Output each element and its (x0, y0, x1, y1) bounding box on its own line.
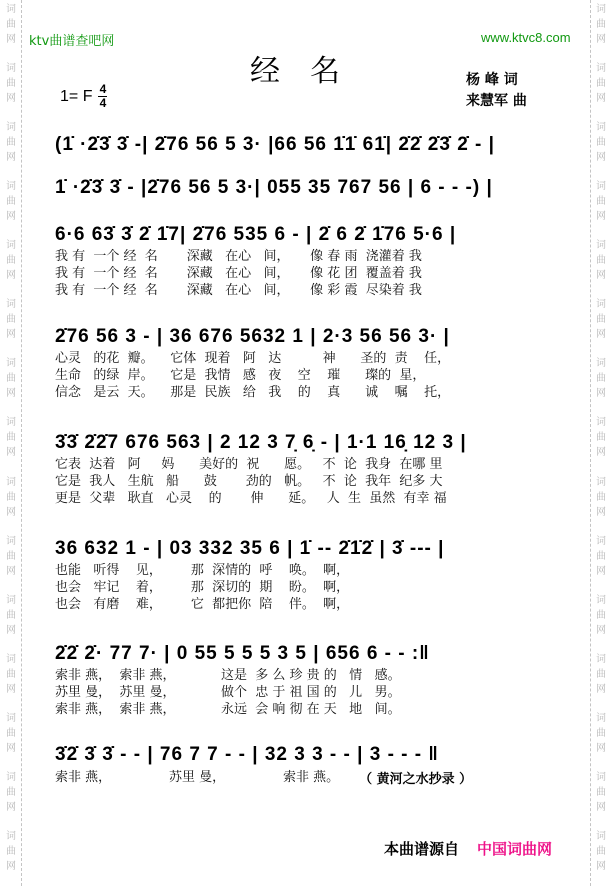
watermark-group (596, 59, 606, 118)
watermark-char: 网 (596, 93, 606, 105)
watermark-char: 词 (6, 712, 16, 724)
watermark-char: 曲 (596, 373, 606, 385)
watermark-char: 词 (596, 181, 606, 193)
watermark-char: 网 (6, 506, 16, 518)
notation: 3̇3̇ 2̇2̇7 676 563 | 2 12 3 7̣ 6̣ - | 1·1 16̣ 12 3 | (55, 432, 467, 453)
margin-divider-left (21, 0, 22, 886)
watermark-char: 词 (596, 594, 606, 606)
watermark-char: 网 (596, 742, 606, 754)
watermark-char: 词 (6, 4, 16, 15)
score-line-4 (55, 324, 555, 401)
lyric-verse-1: 也能 听得 见， 那 深情的 呼 唤。 啊， (55, 563, 350, 578)
watermark-group (596, 473, 606, 532)
watermark-group (6, 650, 16, 709)
final-lyric-row (55, 768, 555, 787)
watermark-group (6, 591, 16, 650)
watermark-char: 曲 (596, 845, 606, 857)
credits (466, 70, 527, 112)
watermark-char: 网 (6, 742, 16, 754)
watermark-group (596, 295, 606, 354)
watermark-char: 网 (6, 683, 16, 695)
watermark-char: 曲 (596, 137, 606, 149)
lyric-verse-2: 苏里 曼， 苏里 曼， 做个 忠 于 祖 国 的 儿 男。 (55, 685, 401, 700)
watermark-group (6, 0, 16, 59)
score-line-1 (55, 132, 555, 158)
site-url-right[interactable]: www.ktvc8.com (481, 30, 571, 45)
watermark-char: 网 (596, 683, 606, 695)
watermark-char: 词 (6, 653, 16, 665)
watermark-char: 词 (6, 181, 16, 193)
watermark-char: 词 (6, 594, 16, 606)
watermark-char: 网 (6, 860, 16, 872)
time-signature (98, 84, 107, 109)
watermark-char: 词 (596, 417, 606, 429)
lyric-verse-2: 它是 我人 生航 船 鼓 劲的 帆。 不 论 我年 纪多 大 (55, 474, 443, 489)
watermark-char: 曲 (6, 19, 16, 30)
watermark-char: 词 (596, 535, 606, 547)
score-line-7 (55, 641, 555, 718)
lyricist: 杨 峰 词 (466, 72, 518, 88)
watermark-char: 词 (6, 476, 16, 488)
watermark-group (596, 709, 606, 768)
watermark-char: 曲 (6, 196, 16, 208)
watermark-char: 网 (596, 860, 606, 872)
watermark-char: 词 (596, 240, 606, 252)
source-attribution (384, 838, 552, 859)
watermark-char: 曲 (596, 668, 606, 680)
watermark-group (596, 413, 606, 472)
watermark-char: 词 (6, 830, 16, 842)
side-watermark-right (592, 0, 610, 886)
watermark-char: 曲 (6, 786, 16, 798)
notation: 36 632 1 - | 03 332 35 6 | 1̇ -- 2̇1̇2̇ | 3̇ --- | (55, 538, 445, 559)
watermark-group (596, 0, 606, 59)
watermark-char: 网 (596, 447, 606, 459)
watermark-group (6, 177, 16, 236)
watermark-char: 曲 (6, 373, 16, 385)
watermark-char: 曲 (6, 668, 16, 680)
watermark-char: 曲 (6, 78, 16, 90)
watermark-char: 曲 (6, 255, 16, 267)
watermark-char: 词 (6, 535, 16, 547)
watermark-group (6, 709, 16, 768)
watermark-char: 词 (6, 240, 16, 252)
watermark-char: 曲 (596, 491, 606, 503)
watermark-group (6, 236, 16, 295)
score-line-6 (55, 536, 555, 613)
notation: 3̇2̇ 3̇ 3̇ - - | 76 7 7 - - | 32 3 3 - - | 3 - - - ‖ (55, 744, 439, 765)
watermark-char: 曲 (596, 314, 606, 326)
watermark-char: 词 (6, 299, 16, 311)
watermark-char: 词 (596, 830, 606, 842)
watermark-char: 词 (6, 771, 16, 783)
watermark-group (6, 118, 16, 177)
watermark-char: 网 (6, 329, 16, 341)
composer: 来慧军 曲 (466, 93, 527, 109)
key-label: 1= F (60, 87, 93, 105)
watermark-group (6, 354, 16, 413)
song-title: 经名 (250, 54, 370, 89)
lyric-verse-3: 也会 有磨 难， 它 都把你 陪 伴。 啊， (55, 597, 350, 612)
watermark-char: 网 (6, 447, 16, 459)
watermark-char: 词 (596, 358, 606, 370)
watermark-char: 曲 (596, 609, 606, 621)
watermark-char: 词 (596, 771, 606, 783)
watermark-group (6, 59, 16, 118)
watermark-char: 曲 (596, 786, 606, 798)
key-signature (60, 84, 107, 109)
watermark-group (596, 118, 606, 177)
watermark-char: 网 (596, 624, 606, 636)
watermark-char: 曲 (6, 491, 16, 503)
watermark-char: 网 (6, 801, 16, 813)
watermark-group (596, 177, 606, 236)
watermark-group (596, 650, 606, 709)
watermark-char: 曲 (596, 432, 606, 444)
score-line-5 (55, 430, 555, 507)
watermark-char: 词 (596, 712, 606, 724)
watermark-group (596, 591, 606, 650)
watermark-group (6, 768, 16, 827)
lyric-verse-2: 也会 牢记 着， 那 深切的 期 盼。 啊， (55, 580, 350, 595)
watermark-char: 曲 (6, 550, 16, 562)
watermark-char: 网 (596, 388, 606, 400)
watermark-group (596, 354, 606, 413)
time-signature-bottom: 4 (99, 96, 107, 110)
lyric-verse-1: 它表 达着 阿 妈 美好的 祝 愿。 不 论 我身 在哪 里 (55, 457, 443, 472)
notation: 6·6 63̇ 3̇ 2̇ 1̇7| 2̇76 535 6 - | 2̇ 6 2̇ 1̇76 5·6 | (55, 224, 457, 245)
watermark-char: 曲 (596, 550, 606, 562)
lyric-verse-1: 心灵 的花 瓣。 它体 现着 阿 达 神 圣的 责 任， (55, 351, 451, 366)
lyric-verse-3: 信念 是云 天。 那是 民族 给 我 的 真 诚 嘱 托， (55, 385, 451, 400)
watermark-char: 曲 (6, 609, 16, 621)
notation: 2̇2̇ 2̇· 77 7· | 0 55 5 5 5 3 5 | 656 6 - - :‖ (55, 643, 430, 664)
watermark-char: 网 (6, 211, 16, 223)
watermark-group (6, 295, 16, 354)
watermark-group (596, 827, 606, 886)
lyric-verse-3: 索非 燕， 索非 燕， 永远 会 响 彻 在 天 地 间。 (55, 702, 401, 717)
watermark-char: 网 (6, 565, 16, 577)
watermark-char: 网 (596, 506, 606, 518)
watermark-char: 网 (596, 152, 606, 164)
notation: 1̇ ·2̇3̇ 3̇ - |2̇76 56 5 3·| 055 35 767 56 | 6 - - -) | (55, 177, 493, 198)
watermark-char: 网 (6, 152, 16, 164)
lyric-verse-1: 索非 燕， 苏里 曼， 索非 燕。 (55, 770, 340, 785)
watermark-char: 词 (596, 299, 606, 311)
lyric-verse-1: 我 有 一个 经 名 深藏 在心 间， 像 春 雨 浇灌着 我 (55, 249, 422, 264)
watermark-group (596, 768, 606, 827)
source-label: 本曲谱源自 (384, 840, 460, 858)
lyric-verse-3: 更是 父辈 耿直 心灵 的 伸 延。 人 生 虽然 有幸 福 (55, 491, 447, 506)
watermark-char: 网 (6, 388, 16, 400)
watermark-char: 词 (596, 476, 606, 488)
watermark-char: 词 (6, 122, 16, 134)
lyric-verse-1: 索非 燕， 索非 燕， 这是 多 么 珍 贵 的 情 感。 (55, 668, 401, 683)
watermark-char: 曲 (6, 727, 16, 739)
lyric-verse-2: 我 有 一个 经 名 深藏 在心 间， 像 花 团 覆盖着 我 (55, 266, 422, 281)
watermark-char: 网 (596, 211, 606, 223)
watermark-group (6, 473, 16, 532)
watermark-char: 词 (6, 358, 16, 370)
watermark-char: 曲 (596, 19, 606, 30)
notation: 2̇76 56 3 - | 36 676 5632 1 | 2·3 56 56 3· | (55, 326, 450, 347)
watermark-char: 曲 (6, 314, 16, 326)
watermark-char: 曲 (596, 727, 606, 739)
site-name-left[interactable]: ktv曲谱查吧网 (29, 34, 115, 49)
score-line-3 (55, 222, 555, 299)
margin-divider-right (590, 0, 591, 886)
watermark-char: 网 (6, 624, 16, 636)
watermark-char: 网 (6, 93, 16, 105)
side-watermark-left (2, 0, 20, 886)
watermark-char: 网 (596, 270, 606, 282)
watermark-group (6, 532, 16, 591)
watermark-char: 网 (6, 270, 16, 282)
watermark-char: 网 (596, 329, 606, 341)
score-line-8 (55, 742, 555, 787)
watermark-char: 曲 (6, 845, 16, 857)
lyric-verse-3: 我 有 一个 经 名 深藏 在心 间， 像 彩 霞 尽染着 我 (55, 283, 422, 298)
watermark-char: 曲 (596, 255, 606, 267)
watermark-char: 网 (596, 34, 606, 45)
watermark-group (596, 236, 606, 295)
watermark-char: 词 (596, 653, 606, 665)
notation: (1̇ ·2̇3̇ 3̇ -| 2̇76 56 5 3· |66 56 1̇1̇ 61̇| 2̇2̇ 2̇3̇ 2̇ - | (55, 134, 495, 155)
watermark-char: 词 (596, 122, 606, 134)
watermark-group (6, 413, 16, 472)
transcriber-note: （ 黄河之水抄录 ） (359, 772, 473, 787)
watermark-char: 网 (596, 565, 606, 577)
watermark-char: 词 (596, 4, 606, 15)
watermark-char: 词 (6, 63, 16, 75)
score-line-2 (55, 175, 555, 201)
watermark-char: 曲 (6, 432, 16, 444)
time-signature-top: 4 (99, 82, 107, 96)
watermark-char: 词 (596, 63, 606, 75)
watermark-char: 词 (6, 417, 16, 429)
watermark-group (6, 827, 16, 886)
watermark-group (596, 532, 606, 591)
watermark-char: 网 (6, 34, 16, 45)
watermark-char: 曲 (6, 137, 16, 149)
watermark-char: 网 (596, 801, 606, 813)
lyric-verse-2: 生命 的绿 岸。 它是 我情 感 夜 空 璀 璨的 星， (55, 368, 426, 383)
watermark-char: 曲 (596, 196, 606, 208)
source-site-link[interactable]: 中国词曲网 (477, 840, 553, 858)
watermark-char: 曲 (596, 78, 606, 90)
